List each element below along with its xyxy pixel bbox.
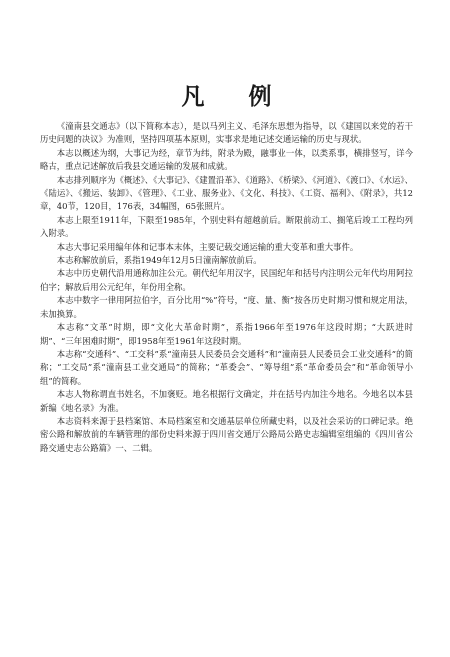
paragraph-4: 本志上限至1911年，下限至1985年，个别史料有超越前后。断限前动工、搁笔后竣工工程均列入附录。 [40, 214, 413, 239]
paragraph-8: 本志中数字一律用阿拉伯字，百分比用“%”符号，“度、量、衡”按各历史时期习惯和规定用法，未加换算。 [40, 295, 413, 319]
document-page [40, 84, 413, 455]
paragraph-10: 本志称“交通科”、“工交科”系“潼南县人民委员会交通科”和“潼南县人民委员会工业交通科”的简称；“工交局”系“潼南县工业交通局”的简称；“革委会”、“筹导组”系“革命委员会”和“革命领导小组”的简称。 [40, 348, 413, 386]
paragraph-11: 本志人物称谓直书姓名，不加褒贬。地名根据行文确定，并在括号内加注今地名。今地名以本县新编《地名录》为准。 [40, 389, 413, 413]
paragraph-7: 本志中历史朝代沿用通称加注公元。朝代纪年用汉字，民国纪年和括号内注明公元年代均用阿拉伯字；解放后用公元纪年，年份用全称。 [40, 268, 413, 292]
paragraph-1: 《潼南县交通志》（以下简称本志），是以马列主义、毛泽东思想为指导，以《建国以来党的若干历史问题的决议》为准则，坚持四项基本原则，实事求是地记述交通运输的历史与现状。 [40, 121, 413, 145]
paragraph-6: 本志称解放前后，系指1949年12月5日潼南解放前后。 [56, 255, 262, 266]
page-title: 凡 例 [181, 83, 290, 110]
paragraph-12: 本志资料来源于县档案馆、本局档案室和交通基层单位所藏史料，以及社会采访的口碑记录。绝密公路和解放前的车辆管理的部份史料来源于四川省交通厅公路局公路史志编辑室组编的《四川省公路交通史志公路篇》一、二辑。 [40, 415, 413, 453]
body-text [40, 120, 413, 455]
paragraph-2: 本志以概述为纲，大事记为经，章节为纬，附录为殿，融事业一体，以类系事，横排竖写，详今略古，重点记述解放后我县交通运输的发展和成就。 [40, 147, 413, 172]
paragraph-3: 本志排列顺序为《概述》、《大事记》、《建置沿革》、《道路》、《桥梁》、《河道》、《渡口》、《水运》、《陆运》、《搬运、装卸》、《管理》、《工业、服务业》、《文化、科技》、《工资、福利》、《附录》，共12章，40节，120目，176表，34幅图，65张照片。 [40, 174, 413, 212]
paragraph-9: 本志称“文革”时期，即“文化大革命时期”，系指1966年至1976年这段时期；“大跃进时期”、“三年困难时期”，即1958年至1961年这段时期。 [40, 322, 413, 346]
paragraph-5: 本志大事记采用编年体和记事本末体，主要记载交通运输的重大变革和重大事件。 [56, 241, 359, 252]
